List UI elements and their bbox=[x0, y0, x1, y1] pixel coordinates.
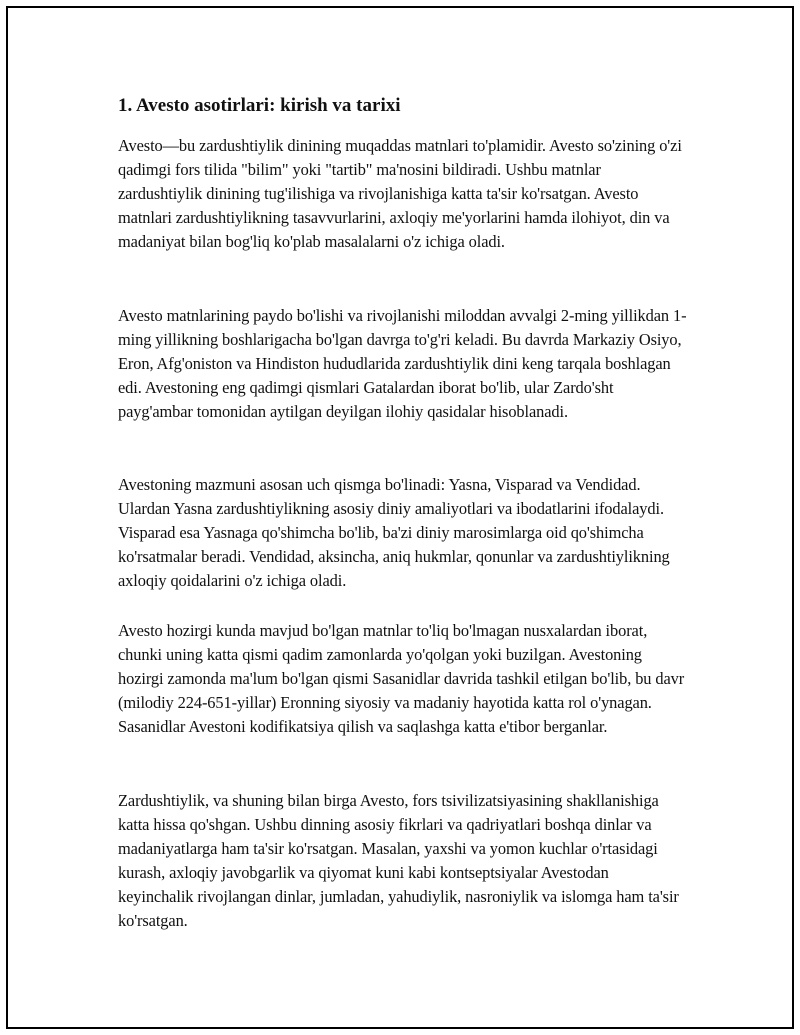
paragraph-3: Avestoning mazmuni asosan uch qismga bo'linadi: Yasna, Visparad va Vendidad. Ulardan Yasna zardushtiylikning asosiy diniy amaliyotlari va ibodatlarini ifodalaydi. Visparad esa Yasnaga qo'shimcha bo'lib, ba'zi diniy marosimlarga oid qo'shimcha ko'rsatmalar beradi. Vendidad, aksincha, aniq hukmlar, qonunlar va zardushtiylikning axloqiy qoidalarini o'z ichiga oladi. bbox=[118, 475, 670, 590]
paragraph-2: Avesto matnlarining paydo bo'lishi va rivojlanishi miloddan avvalgi 2-ming yillikdan 1-ming yillikning boshlarigacha bo'lgan davrga to'g'ri keladi. Bu davrda Markaziy Osiyo, Eron, Afg'oniston va Hindiston hududlarida zardushtiylik dini keng tarqala boshlagan edi. Avestoning eng qadimgi qismlari Gatalardan iborat bo'lib, ular Zardo'sht payg'ambar tomonidan aytilgan deyilgan ilohiy qasidalar hisoblanadi. bbox=[118, 306, 687, 421]
paragraph-1: Avesto—bu zardushtiylik dinining muqaddas matnlari to'plamidir. Avesto so'zining o'zi qadimgi fors tilida "bilim" yoki "tartib" ma'nosini bildiradi. Ushbu matnlar zardushtiylik dinining tug'ilishiga va rivojlanishiga katta ta'sir ko'rsatgan. Avesto matnlari zardushtiylikning tasavvurlarini, axloqiy me'yorlarini hamda ilohiyot, din va madaniyat bilan bog'liq ko'plab masalalarni o'z ichiga oladi. bbox=[118, 136, 682, 251]
paragraph-5: Zardushtiylik, va shuning bilan birga Avesto, fors tsivilizatsiyasining shakllanishiga katta hissa qo'shgan. Ushbu dinning asosiy fikrlari va qadriyatlari boshqa dinlar va madaniyatlarga ham ta'sir ko'rsatgan. Masalan, yaxshi va yomon kuchlar o'rtasidagi kurash, axloqiy javobgarlik va qiyomat kuni kabi kontseptsiyalar Avestodan keyinchalik rivojlangan dinlar, jumladan, yahudiylik, nasroniylik va islomga ham ta'sir ko'rsatgan. bbox=[118, 791, 679, 930]
section-heading: 1. Avesto asotirlari: kirish va tarixi bbox=[118, 95, 401, 116]
paragraph-4: Avesto hozirgi kunda mavjud bo'lgan matnlar to'liq bo'lmagan nusxalardan iborat, chunki uning katta qismi qadim zamonlarda yo'qolgan yoki buzilgan. Avestoning hozirgi zamonda ma'lum bo'lgan qismi Sasanidlar davrida tashkil etilgan bo'lib, bu davr (milodiy 224-651-yillar) Eronning siyosiy va madaniy hayotida katta rol o'ynagan. Sasanidlar Avestoni kodifikatsiya qilish va saqlashga katta e'tibor berganlar. bbox=[118, 621, 685, 736]
